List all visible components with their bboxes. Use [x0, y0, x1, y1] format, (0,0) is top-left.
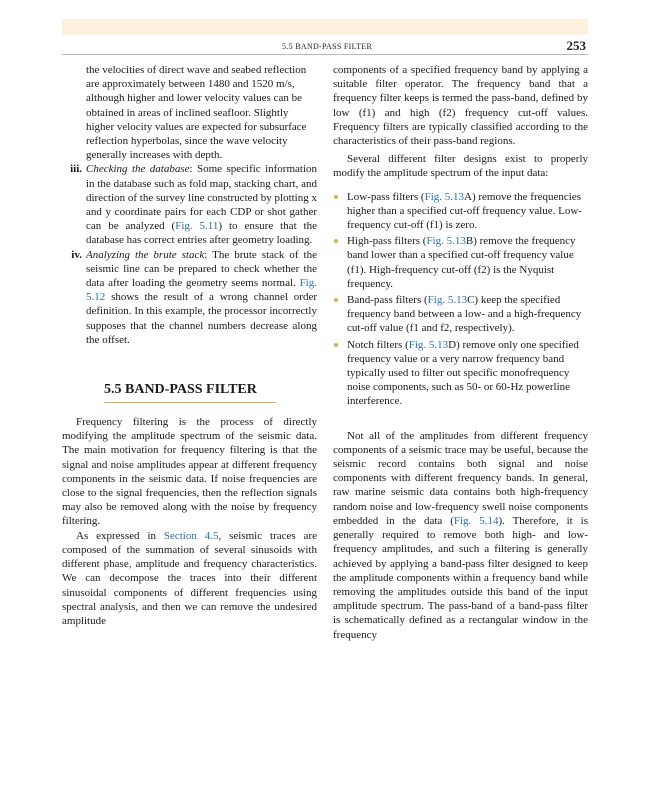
section-link-4-5[interactable]: Section 4.5 [163, 529, 219, 542]
paragraph [62, 529, 317, 628]
list-marker-iii: iii. [70, 163, 82, 176]
fig-link-5-13[interactable]: Fig. 5.13 [408, 338, 449, 351]
numbered-list [62, 162, 317, 347]
page-number: 253 [566, 38, 586, 53]
paragraph: components of a specified frequency band by applying a suitable filter operator. The frequency band that a frequency filter keeps is termed the pass-band, defined by low (f1) and high (f2) frequency cut-off values. Frequency filters are typically classified according to the characteristics of their pass-band regions. [333, 64, 588, 148]
paragraph-text: , seismic traces are composed of the summation of several sinusoids with different phase, amplitude and frequency characteristics. We can decompose the traces into their different sinusoidal components of different frequencies using spectral analysis, and then we can remove the undesired amplitude [62, 529, 317, 627]
running-head: 5.5 BAND-PASS FILTER [282, 42, 373, 51]
bullet-item-low-pass [333, 190, 588, 233]
header-bar [62, 19, 588, 35]
paragraph-text: As expressed in [76, 529, 164, 542]
fig-link-5-13[interactable]: Fig. 5.13 [424, 190, 465, 203]
section-title: 5.5 BAND-PASS FILTER [104, 381, 276, 403]
list-marker-iv: iv. [71, 248, 82, 261]
bullet-dot-icon [334, 298, 338, 302]
list-term-brute-stack: Analyzing the brute stack [86, 248, 205, 261]
list-item-ii-continuation: the velocities of direct wave and seabed reflection are approximately between 1480 and 1520 m/s, although higher and lower velocity values can be obtained in areas of inclined seafloor. Slightly higher velocity values are expected for subsurface reflection hyperbolas, since the wave velocity generally increases with depth. [86, 64, 307, 162]
fig-link-5-13[interactable]: Fig. 5.13 [426, 235, 466, 248]
bullet-item-band-pass [333, 293, 588, 336]
paragraph [333, 429, 588, 642]
paragraph: Frequency filtering is the process of directly modifying the amplitude spectrum of the seismic data. The main motivation for frequency filtering is that the signal and noise amplitudes appear at different frequency components in the seismic data. If noise frequencies are close to the signal frequencies, then the reflection signals may also be removed along with the noise by frequency filtering. [62, 416, 317, 528]
bullet-text: Low-pass filters ( [347, 190, 425, 203]
header-rule [62, 54, 588, 55]
bullet-item-high-pass [333, 234, 588, 291]
bullet-dot-icon [334, 239, 338, 243]
bullet-list [333, 190, 588, 409]
list-text: : The brute stack of the seismic line can be prepared to check whether the data after loading the geometry seems normal. [86, 248, 317, 290]
list-text: ) to ensure that the database has correct entries after geometry loading. [86, 220, 317, 247]
bullet-text: D) remove only one specified frequency value or a very narrow frequency band typically used to filter out specific monofrequency noise components, such as 50- or 60-Hz powerline interference. [347, 338, 579, 408]
bullet-text: Band-pass filters ( [347, 294, 428, 307]
list-text: shows the result of a wrong channel order definition. In this example, the processor incorrectly supposes that the channel numbers decrease along the offset. [86, 291, 317, 346]
bullet-text: B) remove the frequency band lower than a specified cut-off frequency value (f1). High-frequency cut-off (f2) is the Nyquist frequency. [347, 235, 576, 290]
fig-link-5-11[interactable]: Fig. 5.11 [175, 220, 219, 233]
fig-link-5-13[interactable]: Fig. 5.13 [427, 294, 468, 307]
bullet-dot-icon [334, 195, 338, 199]
bullet-item-notch [333, 338, 588, 409]
paragraph: Several different filter designs exist to properly modify the amplitude spectrum of the input data: [333, 153, 588, 180]
list-text: : Some specific information in the database such as fold map, stacking chart, and direction of the survey line constructed by plotting x and y coordinate pairs for each CDP or shot gather can be analyzed ( [86, 163, 318, 233]
list-item-iv [62, 248, 317, 347]
list-item-iii [62, 162, 317, 247]
paragraph-text: Not all of the amplitudes from different frequency components of a seismic trace may be useful, because the seismic record contains both signal and noise components with different frequency bands. In general, raw marine seismic data contains both high-frequency random noise and low-frequency swell noise components embedded in the data ( [333, 429, 588, 527]
right-column [333, 63, 588, 642]
fig-link-5-12[interactable]: Fig. 5.12 [86, 277, 317, 304]
bullet-text: A) remove the frequencies higher than a specified cut-off frequency value. Low-frequency cut-off (f1) is zero. [347, 190, 582, 232]
bullet-text: C) keep the specified frequency band between a low- and a high-frequency cut-off value (f1 and f2, respectively). [347, 294, 582, 335]
list-term-checking-database: Checking the database [86, 163, 190, 176]
bullet-text: High-pass filters ( [347, 235, 427, 248]
fig-link-5-14[interactable]: Fig. 5.14 [453, 514, 499, 527]
paragraph-text: ). Therefore, it is generally required to remove both high- and low-frequency amplitudes, and such a filtering is generally achieved by applying a band-pass filter designed to keep the amplitude components within a frequency band while removing the amplitudes outside this band of the input amplitude spectrum. The pass-band of a band-pass filter is schematically defined as a rectangular window in the frequency [333, 514, 588, 641]
bullet-text: Notch filters ( [347, 338, 409, 351]
left-column [62, 63, 317, 628]
bullet-dot-icon [334, 343, 338, 347]
